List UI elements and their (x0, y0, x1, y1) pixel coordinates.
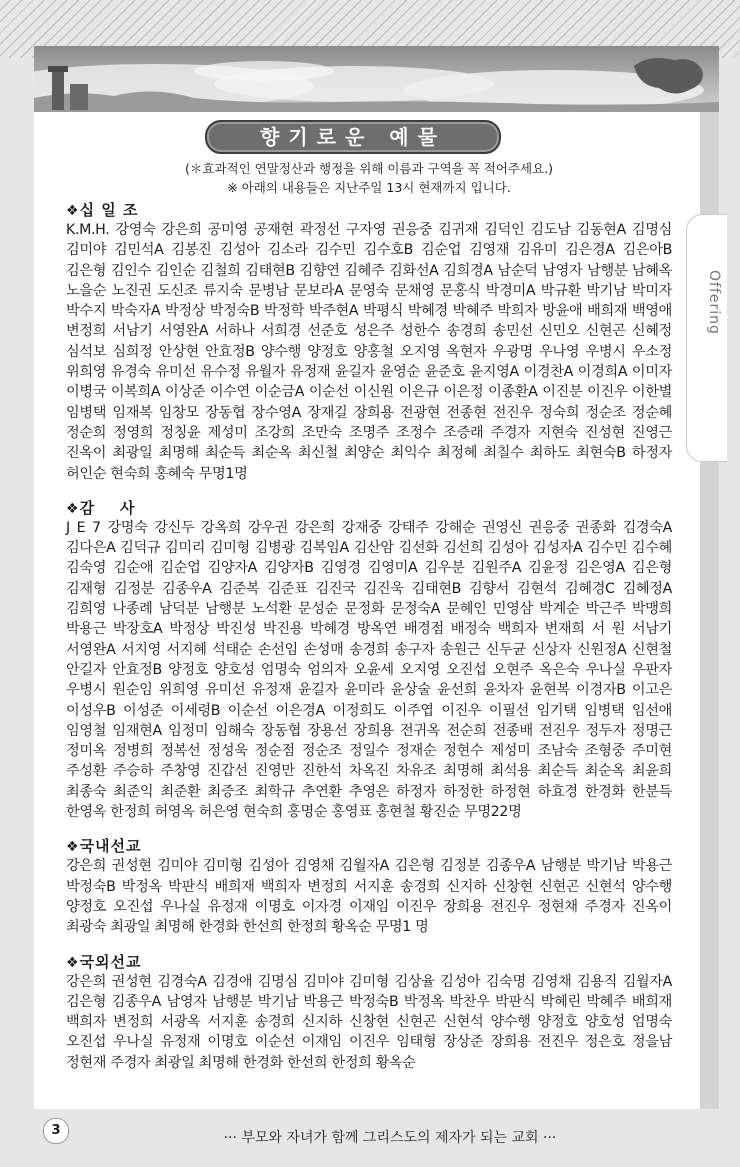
section-title: 십 일 조 (79, 201, 139, 219)
page-title: 향기로운 예물 (260, 125, 446, 149)
donor-name-list: 강은희 권성현 김미야 김미형 김성아 김영채 김월자A 김은형 김정분 김종우A 남행분 박기남 박용근 박정숙B 박정옥 박판식 배희재 백희자 변정희 서지훈 송경희 신지하 신창현 신현곤 신현석 양수행 양정호 오진섭 우나실 유정재 이명호 이자경 이재임 이진우 장희용 전진우 정현채 주경자 진옥이 최광숙 최광일 최명해 한경화 한선희 한정희 황옥순 무명1 명 (66, 858, 672, 936)
section-heading (66, 836, 672, 856)
diamond-bullet-icon: ❖ (66, 203, 80, 219)
section-overseas-mission (66, 952, 672, 1073)
section-tithe (66, 200, 672, 484)
offering-sections (66, 200, 672, 1087)
section-title: 감 사 (79, 498, 136, 517)
section-title: 국외선교 (79, 952, 142, 971)
section-heading (66, 498, 672, 518)
status-note: ※ 아래의 내용들은 지난주일 13시 현재까지 입니다. (227, 180, 511, 195)
donor-name-list: J E 7 강명숙 강신두 강옥희 강우권 강은희 강재중 강태주 강해순 권영신 권응중 권종화 김경숙A 김다은A 김덕규 김미리 김미형 김병광 김복임A 김산암 김선화 김선희 김성아 김성자A 김수민 김수혜 김숙영 김순애 김순업 김양자A 김양자B 김영경 김영미A 김우분 김원주A 김윤정 김은영A 김은형 김재형 김정분 김종우A 김준복 김준표 김진국 김진욱 김태현B 김향서 김현석 김혜경C 김혜정A 김희영 나종례 남덕분 남행분 노석환 문성순 문정화 문정숙A 문혜인 민영삼 박계순 박근주 박맹희 박용근 박장호A 박정상 박진성 박진용 박혜경 방옥연 배경점 배정숙 백희자 변재희 서 원 서남기 서영완A 서지영 서지혜 석태순 손선임 손성매 송경희 송구자 송원근 신두균 신상자 신원정A 신현철 안길자 안효정B 양정호 양호성 엄명숙 엄의자 오윤세 오지영 오진섭 오현주 옥은숙 우나실 우판자 우병시 원순임 위희영 유미선 유정재 윤길자 윤미라 윤상술 윤선희 윤차자 윤현복 이경자B 이고은 이성우B 이성준 이세령B 이순선 이은경A 이정희도 이주엽 이진우 이필선 임기택 임병택 임선애 임영철 임재현A 임정미 임해숙 장동협 장용선 장희용 전귀옥 전순희 전종배 전진우 정두자 정명근 정미옥 정병희 정복선 정성욱 정순점 정순조 정일수 정재순 정현수 제성미 조남숙 조형중 주미현 주성환 주승하 주창영 진갑선 진영만 진한석 차옥진 차유조 최명해 최석용 최순득 최순옥 최윤희 최종숙 최준익 최준환 최증조 최학규 추연환 추영은 하정자 하정한 하정현 하효경 한경화 한분득 한영옥 한정희 허영옥 허은영 현숙희 홍명순 홍영표 홍현철 황진순 무명22명 (66, 519, 672, 821)
instruction-note: (＊효과적인 연말정산과 행정을 위해 이름과 구역을 꼭 적어주세요.) (185, 161, 553, 176)
section-domestic-mission (66, 836, 672, 937)
donor-name-list: 강은희 권성현 김경숙A 김경애 김명심 김미야 김미형 김상율 김성아 김숙명 김영채 김용직 김월자A 김은형 김종우A 남영자 남행분 박기남 박용근 박정숙B 박정옥 박찬우 박판식 박혜린 박혜주 배희재 백희자 변정희 서광옥 서지훈 송경희 신지하 신창현 신현곤 신현석 양수행 양정호 양호성 엄명숙 오진섭 우나실 유정재 이명호 이순선 이재임 이진우 임태형 장상준 장희용 전진우 정은호 정을남 정현재 주경자 최광일 최명해 한경화 한선희 한정희 황옥순 (66, 973, 672, 1071)
landscape-illustration (34, 46, 719, 116)
diamond-bullet-icon: ❖ (66, 839, 80, 856)
footer-slogan: ··· 부모와 자녀가 함께 그리스도의 제자가 되는 교회 ··· (223, 1130, 557, 1146)
donor-name-list: K.M.H. 강영숙 강은희 공미영 공재현 곽정선 구자영 권응중 김귀재 김덕인 김도남 김동현A 김명심 김미야 김민석A 김봉진 김성아 김소라 김수민 김수호B 김순업 김영재 김유미 김은경A 김은아B 김은형 김인수 김인순 김철희 김태현B 김향연 김혜주 김화선A 김희경A 남순덕 남영자 남행분 남혜옥 노을순 노진권 도신조 류지숙 문병남 문보라A 문영숙 문채영 문홍식 박경미A 박규환 박기남 박미자 박수지 박숙자A 박정상 박정숙B 박정학 박주현A 박평식 박혜경 박혜주 박희자 방윤애 배희재 백영애 변정희 서남기 서영완A 서하나 서희경 선준호 성은주 성한수 송경희 송민선 신민오 신현곤 신혜정 심석보 심희정 안상현 안효정B 양수행 양정호 양홍철 오지영 옥현자 우광명 우나영 우병시 우소정 위희영 유경숙 유미선 유수정 유월자 유정재 윤길자 윤영순 윤준호 윤지영A 이경찬A 이경희A 이미자 이병국 이복희A 이상준 이수연 이순금A 이순선 이신원 이은규 이은정 이종환A 이진분 이진우 이한별 임병택 임재복 임창모 장동협 장수영A 장재길 장희용 전광현 전종현 전진우 정숙희 정순조 정순혜 정순희 정영희 정칭윤 제성미 조강희 조만숙 조명주 조정수 조증래 주경자 지현숙 진성현 진영근 진옥이 최광일 최명해 최순득 최순옥 최신철 최양순 최익수 최정혜 최칠수 최하도 최현숙B 하정자 허인순 현숙희 홍혜숙 무명1명 (66, 222, 672, 482)
page-number: 3 (43, 1118, 69, 1144)
section-heading (66, 200, 672, 220)
diamond-bullet-icon: ❖ (66, 954, 80, 971)
section-thanksgiving (66, 498, 672, 822)
diamond-bullet-icon: ❖ (66, 500, 80, 517)
section-heading (66, 952, 672, 972)
section-title: 국내선교 (79, 837, 142, 856)
side-tab-label: Offering (706, 270, 722, 335)
page-title-box (205, 120, 501, 154)
header-banner-illustration (34, 46, 719, 116)
